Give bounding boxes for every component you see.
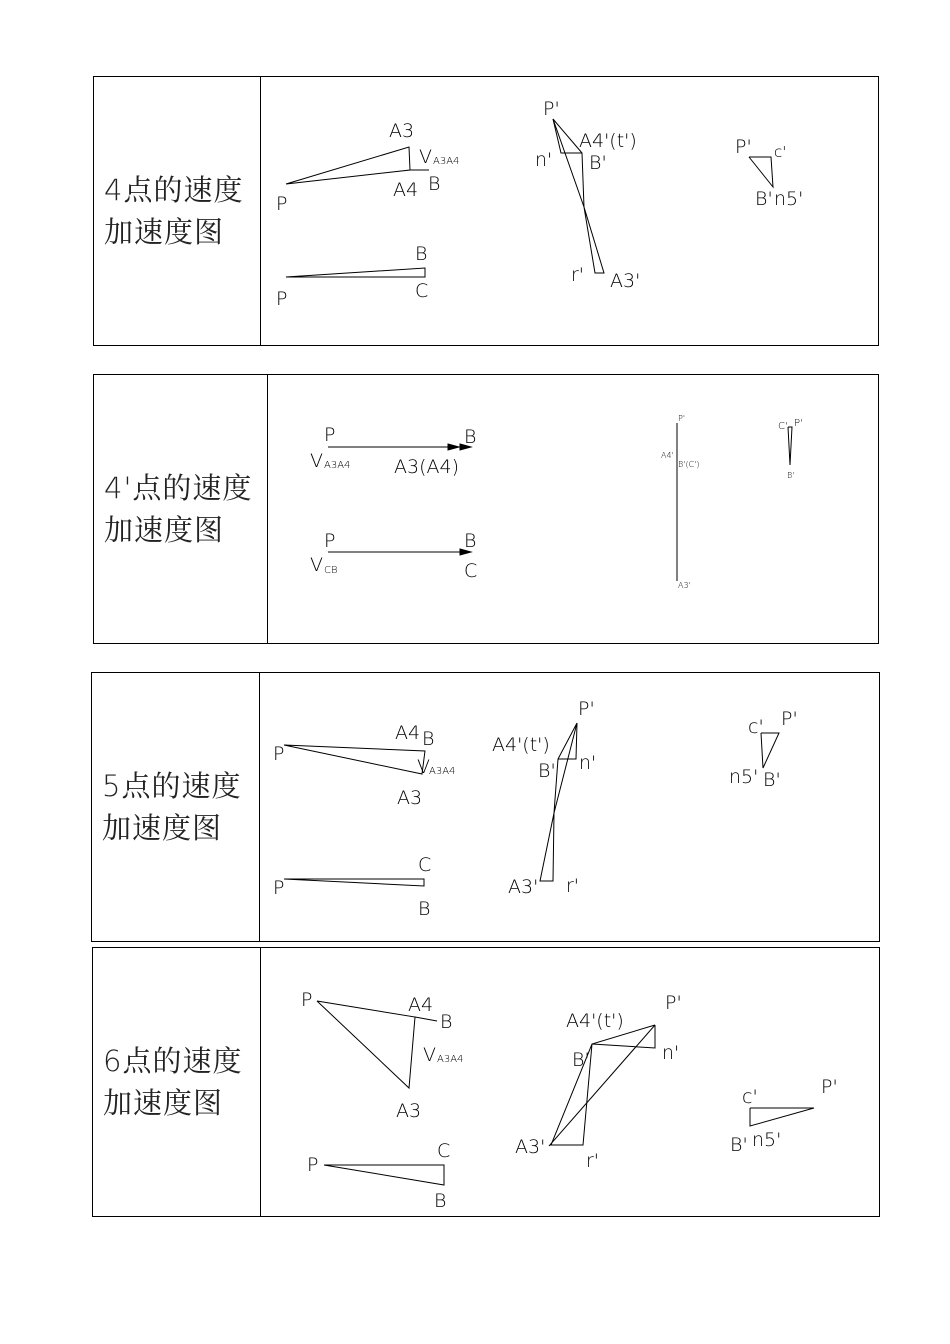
label-B-prime: B'	[755, 188, 773, 210]
cb-triangle	[324, 1165, 444, 1185]
panel-title-line1: 4'点的速度	[104, 470, 253, 505]
label-V: V	[423, 1044, 436, 1066]
panel-label-cell	[94, 77, 261, 345]
small-polygon	[729, 708, 798, 791]
label-B-prime: B'	[763, 769, 781, 791]
label-B: B	[415, 243, 428, 265]
cb-velocity-polygon	[276, 243, 428, 310]
label-B: B	[434, 1190, 447, 1212]
label-P: P	[324, 530, 336, 552]
label-P: P	[276, 193, 288, 215]
label-B-C-prime: B'(C')	[678, 460, 700, 469]
label-P-prime: P'	[781, 708, 798, 730]
acceleration-polygon	[492, 698, 596, 898]
label-P-prime: P'	[543, 98, 560, 120]
cb-velocity-vector	[310, 530, 477, 582]
label-B: B	[440, 1011, 453, 1033]
panel-label-cell	[94, 375, 268, 643]
label-B: B	[464, 426, 477, 448]
label-A3-prime: A3'	[515, 1136, 546, 1158]
label-n5-prime: n5'	[752, 1129, 782, 1151]
acceleration-diagonal	[549, 1025, 655, 1146]
label-B: B	[428, 173, 441, 195]
small-triangle	[750, 1108, 814, 1126]
cb-triangle	[284, 879, 424, 886]
panel-title-line2: 加速度图	[103, 1086, 224, 1120]
panel-point-5	[91, 672, 880, 942]
small-polygon	[735, 136, 803, 210]
label-P-prime: P'	[735, 136, 752, 158]
label-V: V	[417, 756, 430, 778]
label-B: B	[422, 728, 435, 750]
velocity-acceleration-diagram	[261, 77, 878, 345]
label-n-prime: n'	[579, 752, 597, 774]
velocity-extension	[415, 1017, 437, 1021]
panel-title-line2: 加速度图	[104, 513, 225, 547]
label-r-prime: r'	[586, 1150, 600, 1172]
panel-title-line2: 加速度图	[102, 811, 223, 845]
cb-triangle	[286, 268, 425, 277]
velocity-vector	[310, 424, 476, 478]
panel-title	[104, 375, 252, 643]
panel-drawing	[261, 948, 879, 1216]
label-A3-A4: A3(A4)	[394, 456, 459, 478]
small-triangle	[761, 733, 779, 768]
label-P: P	[273, 877, 285, 899]
label-C-prime: C'	[778, 421, 788, 432]
label-c-prime: c'	[742, 1086, 758, 1108]
panel-title-line1: 5点的速度	[102, 768, 242, 803]
label-A4-prime: A4'(t')	[566, 1010, 624, 1032]
label-P: P	[307, 1154, 319, 1176]
label-n5-prime: n5'	[729, 766, 759, 788]
label-n-prime: n'	[662, 1042, 680, 1064]
label-V-subscript: A3A4	[437, 1054, 464, 1065]
label-P: P	[273, 743, 285, 765]
velocity-acceleration-diagram	[268, 375, 878, 643]
label-C: C	[464, 560, 478, 582]
velocity-polygon	[276, 120, 459, 215]
label-B-prime: B'	[787, 471, 795, 480]
label-A4-prime: A4'(t')	[579, 130, 637, 152]
panel-title-line1: 6点的速度	[103, 1043, 243, 1078]
label-A4: A4	[408, 994, 434, 1016]
panel-drawing	[261, 77, 878, 345]
label-V-subscript: CB	[324, 565, 338, 576]
label-c-prime: c'	[774, 143, 787, 161]
label-c-prime: c'	[748, 716, 764, 738]
panel-title-line1: 4点的速度	[104, 172, 244, 207]
label-V-subscript: A3A4	[324, 460, 351, 471]
label-B-prime: B'	[589, 152, 607, 174]
label-r-prime: r'	[571, 264, 585, 286]
velocity-acceleration-diagram	[260, 673, 879, 941]
label-A4: A4	[395, 722, 421, 744]
panel-label-cell	[92, 673, 260, 941]
label-B-prime: B'	[538, 760, 556, 782]
label-n5-prime: n5'	[774, 188, 804, 210]
panel-label-cell	[93, 948, 261, 1216]
label-B: B	[464, 530, 477, 552]
panel-point-4	[93, 76, 879, 346]
velocity-triangle	[286, 147, 410, 184]
label-P: P	[276, 288, 288, 310]
label-P-prime: P'	[678, 414, 686, 423]
panel-title	[102, 673, 241, 941]
small-polygon	[730, 1076, 838, 1156]
velocity-acceleration-diagram	[261, 948, 879, 1216]
velocity-triangle	[317, 1001, 415, 1088]
label-A4-prime: A4'	[661, 451, 674, 460]
label-C: C	[437, 1140, 451, 1162]
small-triangle	[788, 427, 792, 465]
small-polygon	[778, 418, 803, 480]
label-P: P	[301, 989, 313, 1011]
cb-velocity-polygon	[273, 854, 431, 920]
acceleration-polygon	[661, 414, 699, 590]
panel-title-line2: 加速度图	[104, 215, 225, 249]
label-P: P	[324, 424, 336, 446]
label-V: V	[419, 146, 432, 168]
panel-title	[103, 948, 242, 1216]
label-C: C	[418, 854, 432, 876]
label-A3: A3	[396, 1100, 422, 1122]
velocity-polygon	[301, 989, 463, 1122]
label-r-prime: r'	[566, 875, 580, 897]
label-C: C	[415, 280, 429, 302]
panel-point-6	[92, 947, 880, 1217]
panel-title	[104, 77, 243, 345]
velocity-polygon	[273, 722, 455, 809]
label-A3: A3	[389, 120, 415, 142]
label-P-prime: P'	[821, 1076, 838, 1098]
arrow-head	[448, 444, 459, 450]
label-P-prime: P'	[578, 698, 595, 720]
label-n-prime: n'	[535, 149, 553, 171]
velocity-triangle	[284, 745, 425, 774]
label-A3-prime: A3'	[610, 270, 641, 292]
label-V-subscript: A3A4	[429, 766, 456, 777]
label-A4: A4	[393, 179, 419, 201]
acceleration-polygon	[515, 992, 682, 1172]
label-P-prime: P'	[665, 992, 682, 1014]
label-P-prime: P'	[794, 418, 803, 429]
label-A3: A3	[397, 787, 423, 809]
label-V-subscript: A3A4	[433, 156, 460, 167]
cb-velocity-polygon	[307, 1140, 450, 1212]
panel-point-4-prime	[93, 374, 879, 644]
label-V: V	[310, 450, 323, 472]
label-B-prime: B'	[572, 1049, 590, 1071]
panel-drawing	[268, 375, 878, 643]
label-B-prime: B'	[730, 1134, 748, 1156]
label-A4-prime: A4'(t')	[492, 734, 550, 756]
acceleration-polygon	[535, 98, 640, 292]
label-A3-prime: A3'	[678, 581, 691, 590]
label-V: V	[310, 554, 323, 576]
panel-drawing	[260, 673, 879, 941]
small-triangle	[749, 157, 773, 187]
label-A3-prime: A3'	[508, 876, 539, 898]
label-B: B	[418, 898, 431, 920]
